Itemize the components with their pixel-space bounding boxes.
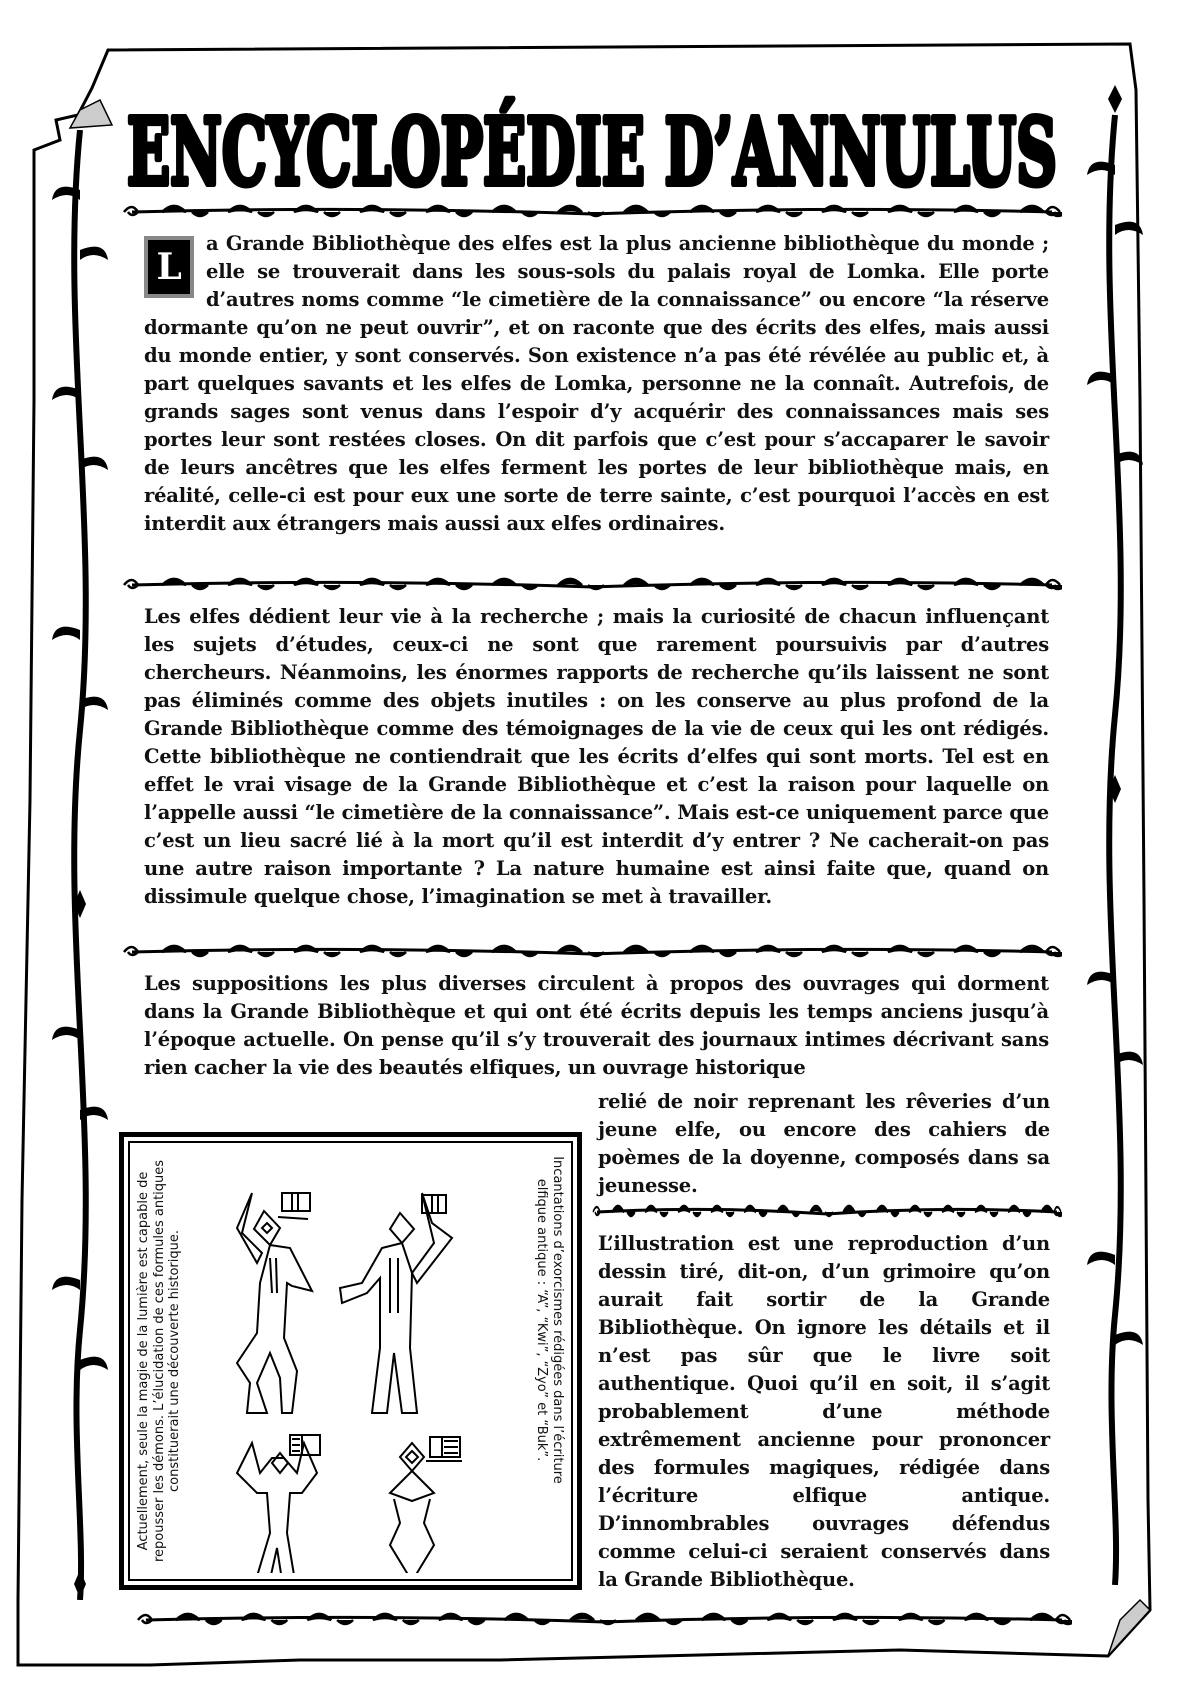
left-vine-ornament — [50, 130, 110, 1600]
divider-flourish — [822, 206, 868, 216]
paragraph-1-text: a Grande Bibliothèque des elfes est la plus ancienne bibliothèque du monde ; elle se trouverait dans les sous-sols du palais royal de Lomka. Elle porte d’autres noms comme “le cimetière de la connaissance” ou encore “la réserve dormante qu’on ne peut ouvrir”, et on raconte que des écrits des elfes, mais aussi du monde entier, y sont conservés. Son existence n’a pas été révélée au public et, à part quelques savants et les elfes de Lomka, personne ne la connaît. Autrefois, de grands sages sont venus dans l’espoir d’y acquérir des connaissances mais ses portes leur sont restées closes. On dit parfois que c’est pour s’accaparer le savoir de leurs ancêtres que les elfes ferment les portes de leur bibliothèque mais, en réalité, celle-ci est pour eux une sorte de terre sainte, c’est pourquoi l’accès en est interdit aux étrangers mais aussi aux elfes ordinaires. — [144, 232, 1049, 535]
divider-end-scroll — [593, 1207, 600, 1215]
divider-flourish — [294, 579, 340, 589]
divider-flourish — [294, 206, 340, 216]
elf-figure-zyo — [237, 1435, 320, 1573]
ornamental-divider — [592, 1200, 1062, 1224]
divider-flourish — [678, 1206, 701, 1216]
page-title — [118, 92, 1066, 200]
article-paragraph-3-continued — [598, 1088, 1050, 1200]
ornamental-divider — [136, 1608, 1072, 1632]
illustration-caption-right-strip — [525, 1155, 565, 1485]
elf-figure-a — [237, 1193, 312, 1413]
divider-flourish — [294, 946, 340, 956]
illustration-caption-right: Incantations d’exorcismes rédigées dans l’écriture elfique antique : “A”, “Kwi”, “Zyo” et “Buk”. — [534, 1156, 565, 1484]
ornamental-divider — [122, 940, 1062, 964]
paragraph-3-continued-text: relié de noir reprenant les rêveries d’un jeune elfe, ou encore des cahiers de poèmes de la doyenne, composés dans sa jeunesse. — [598, 1090, 1050, 1197]
divider-flourish — [833, 1614, 879, 1624]
illustration-caption-left-strip — [136, 1151, 198, 1571]
paragraph-3-text: Les suppositions les plus diverses circulent à propos des ouvrages qui dorment dans la Grande Bibliothèque et qui ont été écrits depuis les temps anciens jusqu’à l’époque actuelle. On pense qu’il s’y trouverait des journaux intimes décrivant sans rien cacher la vie des beautés elfiques, un ouvrage historique — [144, 972, 1049, 1079]
elf-glyph-figures — [212, 1173, 502, 1573]
divider-end-scroll — [124, 207, 138, 215]
paragraph-4-text: L’illustration est une reproduction d’un dessin tiré, dit-on, d’un grimoire qu’on aurait fait sortir de la Grande Bibliothèque. On ignore les détails et il n’est pas sûr que le livre soit authentique. Quoi qu’il en soit, il s’agit probablement d’une méthode extrêmement ancienne pour prononcer des formules magiques, rédigée dans l’écriture elfique antique. D’innombrables ouvrages défendus comme celui-ci seraient conservés dans la Grande Bibliothèque. — [598, 1232, 1050, 1591]
divider-flourish — [822, 579, 868, 589]
divider-end-scroll — [138, 1615, 152, 1623]
article-paragraph-1 — [144, 230, 1049, 538]
illustration-inner-frame — [128, 1141, 573, 1581]
illustration-frame — [119, 1132, 582, 1590]
paragraph-2-text: Les elfes dédient leur vie à la recherche ; mais la curiosité de chacun influençant les sujets d’études, ceux-ci ne sont que rarement poursuivis par d’autres chercheurs. Néanmoins, les énormes rapports de recherche qu’ils laissent ne sont pas éliminés comme des objets inutiles : on les conserve au plus profond de la Grande Bibliothèque comme des témoignages de la vie de ceux qui les ont rédigés. Cette bibliothèque ne contiendrait que les écrits d’elfes qui sont morts. Tel est en effet le vrai visage de la Grande Bibliothèque et c’est la raison pour laquelle on l’appelle aussi “le cimetière de la connaissance”. Mais est-ce uniquement parce que c’est un lieu sacré lié à la mort qu’il est interdit d’y entrer ? Ne cacherait-on pas une autre raison importante ? La nature humaine est ainsi faite que, quand on dissimule quelque chose, l’imagination se met à travailler. — [144, 605, 1049, 908]
divider-flourish — [307, 1614, 353, 1624]
elf-figure-buk — [390, 1437, 462, 1573]
divider-end-scroll — [124, 580, 138, 588]
drop-cap: L — [144, 236, 194, 298]
illustration-caption-left: Actuellement, seule la magie de la lumière est capable de repousser les démons. L’élucidation de ces formules antiques constituerait une découverte historique. — [136, 1159, 182, 1563]
divider-flourish — [942, 1206, 965, 1216]
article-paragraph-2 — [144, 603, 1049, 911]
article-paragraph-3 — [144, 970, 1049, 1082]
divider-flourish — [822, 946, 868, 956]
elf-figure-kwi — [340, 1193, 452, 1413]
article-paragraph-4 — [598, 1230, 1050, 1594]
ornamental-divider — [122, 200, 1062, 224]
title-text: ENCYCLOPÉDIE D’ANNULUS — [127, 98, 1057, 200]
ornamental-divider — [122, 573, 1062, 597]
divider-end-scroll — [124, 947, 138, 955]
right-vine-ornament — [1085, 75, 1145, 1585]
